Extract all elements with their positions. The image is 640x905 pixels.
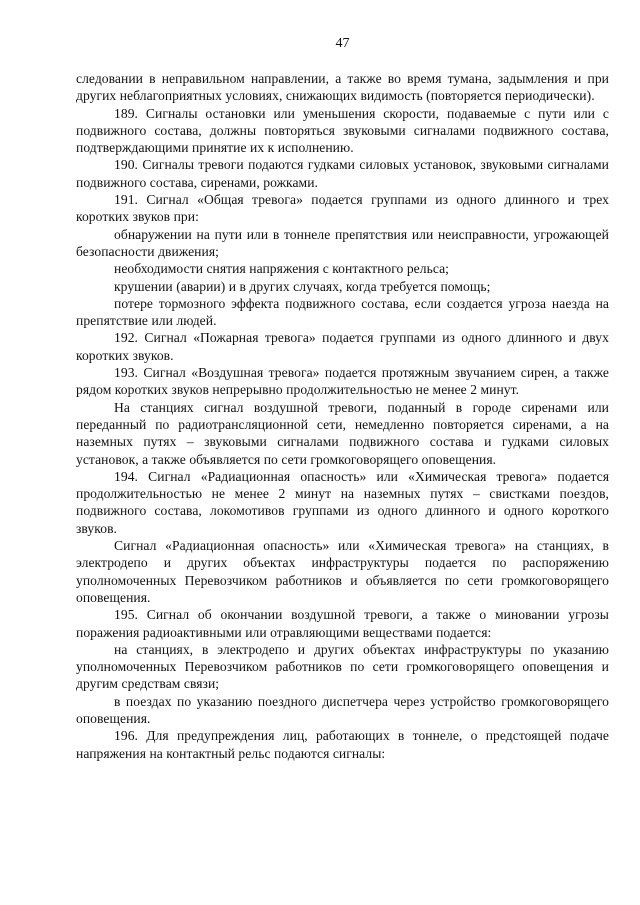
document-body	[76, 70, 609, 762]
paragraph: 193. Сигнал «Воздушная тревога» подается протяжным звучанием сирен, а также рядом коротких звуков непрерывно продолжительностью не менее 2 минут.	[76, 365, 609, 398]
paragraph: 192. Сигнал «Пожарная тревога» подается группами из одного длинного и двух коротких звуков.	[76, 330, 609, 363]
paragraph: 195. Сигнал об окончании воздушной тревоги, а также о миновании угрозы поражения радиоактивными или отравляющими веществами подается:	[76, 607, 609, 640]
paragraph: 190. Сигналы тревоги подаются гудками силовых установок, звуковыми сигналами подвижного состава, сиренами, рожками.	[76, 157, 609, 190]
paragraph: обнаружении на пути или в тоннеле препятствия или неисправности, угрожающей безопасности движения;	[76, 226, 609, 259]
paragraph: крушении (аварии) и в других случаях, когда требуется помощь;	[114, 278, 491, 294]
paragraph: 189. Сигналы остановки или уменьшения скорости, подаваемые с пути или с подвижного состава, должны повторяться звуковыми сигналами подвижного состава, подтверждающими принятие их к исполнению.	[76, 105, 609, 156]
paragraph: необходимости снятия напряжения с контактного рельса;	[114, 261, 449, 277]
paragraph: На станциях сигнал воздушной тревоги, поданный в городе сиренами или переданный по радиотрансляционной сети, немедленно повторяется сиренами, а на наземных путях – звуковыми сигналами подвижного состава и гудками силовых установок, а также объявляется по сети громкоговорящего оповещения.	[76, 399, 609, 467]
paragraph: потере тормозного эффекта подвижного состава, если создается угроза наезда на препятствие или людей.	[76, 295, 609, 329]
paragraph: Сигнал «Радиационная опасность» или «Химическая тревога» на станциях, в электродепо и других объектах инфраструктуры подается по распоряжению уполномоченных Перевозчиком работников и объявляется по сети громкоговорящего оповещения.	[76, 538, 609, 605]
paragraph: в поездах по указанию поездного диспетчера через устройство громкоговорящего оповещения.	[76, 693, 609, 726]
document-page	[76, 36, 609, 896]
paragraph: на станциях, в электродепо и других объектах инфраструктуры по указанию уполномоченных Перевозчиком работников по сети громкоговорящего оповещения и другим средствам связи;	[76, 641, 609, 692]
page-number: 47	[335, 36, 350, 51]
paragraph: 194. Сигнал «Радиационная опасность» или «Химическая тревога» подается продолжительностью не менее 2 минут на наземных путях – свистками поездов, подвижного состава, локомотивов группами из одного длинного и одного короткого звуков.	[76, 468, 609, 536]
paragraph: 196. Для предупреждения лиц, работающих в тоннеле, о предстоящей подаче напряжения на контактный рельс подаются сигналы:	[76, 728, 609, 761]
paragraph: следовании в неправильном направлении, а также во время тумана, задымления и при других неблагоприятных условиях, снижающих видимость (повторяется периодически).	[76, 71, 609, 104]
paragraph: 191. Сигнал «Общая тревога» подается группами из одного длинного и трех коротких звуков при:	[76, 192, 609, 225]
